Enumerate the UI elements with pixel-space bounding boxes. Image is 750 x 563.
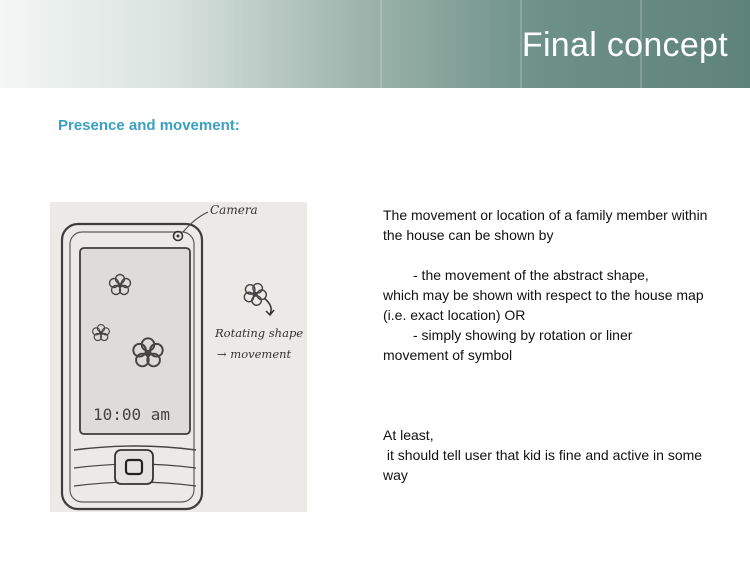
camera-label: Camera bbox=[210, 203, 258, 217]
bullet-2-lead: - simply showing by rotation or liner bbox=[413, 327, 633, 343]
rotating-shape-label: Rotating shape bbox=[215, 326, 304, 340]
home-button bbox=[115, 450, 153, 484]
slide-header bbox=[0, 0, 750, 88]
header-streak bbox=[380, 0, 382, 88]
closing-text: it should tell user that kid is fine and active in some way bbox=[383, 447, 706, 483]
description-text bbox=[383, 205, 713, 485]
rotating-shape-icon bbox=[241, 279, 270, 307]
bullet-2-continuation: movement of symbol bbox=[383, 347, 513, 363]
movement-label: → movement bbox=[217, 347, 292, 361]
phone-sketch bbox=[50, 202, 307, 512]
bullet-1-continuation: which may be shown with respect to the house map (i.e. exact location) OR bbox=[383, 287, 704, 323]
sketch-photo bbox=[50, 202, 307, 512]
bullet-1-lead: - the movement of the abstract shape, bbox=[413, 267, 649, 283]
slide-title: Final concept bbox=[521, 26, 728, 64]
closing-lead: At least, bbox=[383, 427, 434, 443]
section-subtitle: Presence and movement: bbox=[58, 117, 240, 134]
intro-paragraph: The movement or location of a family member within the house can be shown by bbox=[383, 207, 708, 243]
time-label: 10:00 am bbox=[93, 405, 171, 424]
